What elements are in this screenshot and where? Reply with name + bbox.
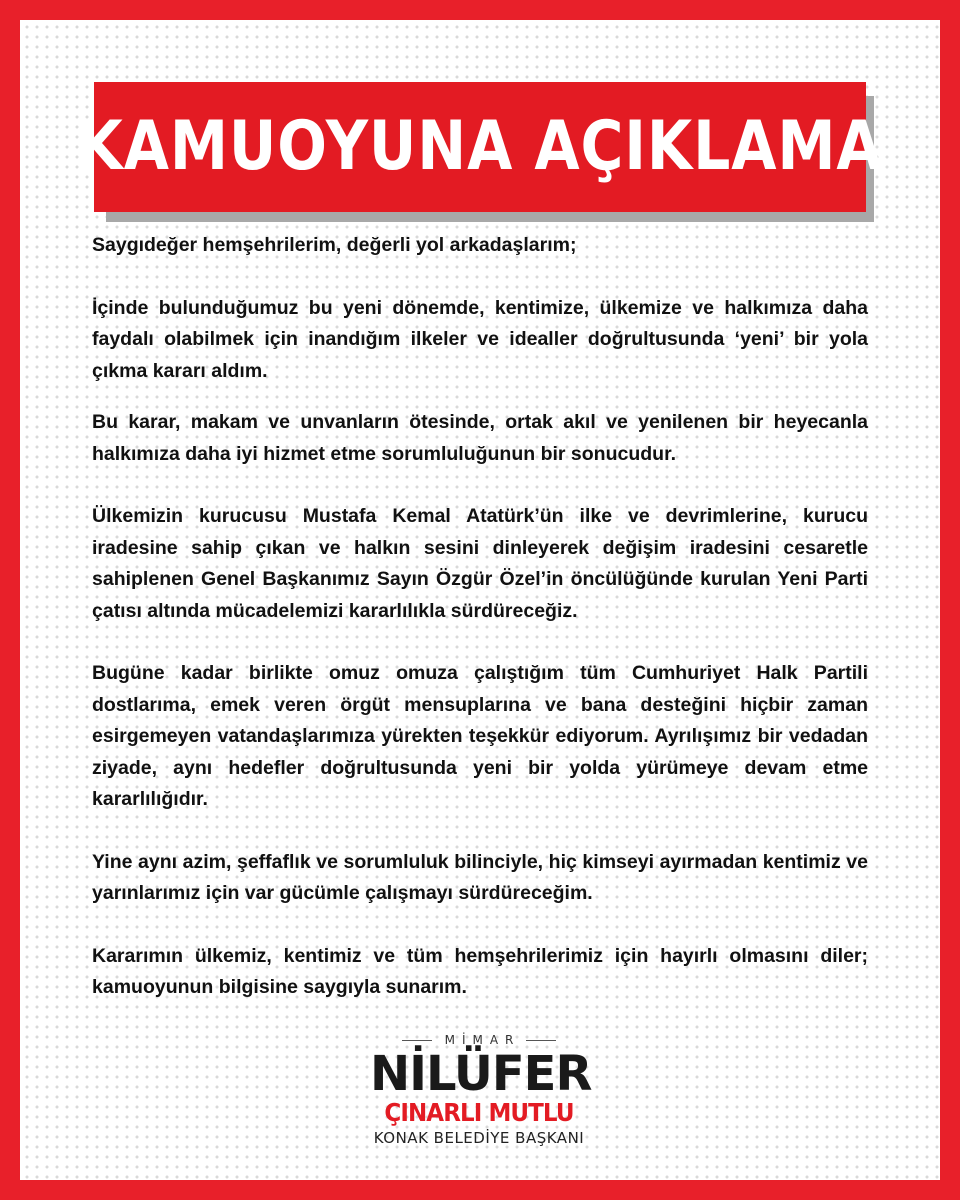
signature-name: NİLÜFER [370, 1046, 592, 1102]
paragraph-5: Yine aynı azim, şeffaflık ve sorumluluk bilinciyle, hiç kimseyi ayırmadan kentimiz ve yarınlarımız için var gücümle çalışmayı sürdüreceğim. [92, 850, 868, 904]
signature-logo [370, 1030, 592, 1148]
salutation: Saygıdeğer hemşehrilerim, değerli yol arkadaşlarım; [92, 234, 577, 256]
signature-prefix: MİMAR [444, 1033, 521, 1047]
divider-line-right [526, 1040, 556, 1041]
signature-title: KONAK BELEDİYE BAŞKANI [373, 1129, 585, 1147]
signature-surname: ÇINARLI MUTLU [384, 1098, 574, 1127]
title-banner [77, 82, 883, 212]
paragraph-4: Bugüne kadar birlikte omuz omuza çalıştığım tüm Cumhuriyet Halk Partili dostlarıma, emek veren örgüt mensuplarına ve bana desteğini hiçbir zaman esirgemeyen vatandaşlarımıza yürekten teşekkür ediyorum. Ayrılışımız bir vedadan ziyade, aynı hedefler doğrultusunda yeni bir yolda yürümeye devam etme kararlılığıdır. [92, 662, 868, 810]
paragraph-3: Ülkemizin kurucusu Mustafa Kemal Atatürk’ün ilke ve devrimlerine, kurucu iradesine sahip çıkan ve halkın sesini dinleyerek değişim iradesini cesaretle sahiplenen Genel Başkanımız Sayın Özgür Özel’in öncülüğünde kurulan Yeni Parti çatısı altında mücadelemizi kararlılıkla sürdüreceğiz. [92, 505, 868, 622]
paragraph-2: Bu karar, makam ve unvanların ötesinde, ortak akıl ve yenilenen bir heyecanla halkımıza daha iyi hizmet etme sorumluluğunun bir sonucudur. [92, 411, 868, 465]
page-title: KAMUOYUNA AÇIKLAMA [77, 107, 883, 186]
statement-body [92, 230, 868, 1004]
divider-line-left [402, 1040, 432, 1041]
paragraph-6: Kararımın ülkemiz, kentimiz ve tüm hemşehrilerimiz için hayırlı olmasını diler; kamuoyunun bilgisine saygıyla sunarım. [92, 944, 868, 998]
paragraph-1: İçinde bulunduğumuz bu yeni dönemde, kentimize, ülkemize ve halkımıza daha faydalı olabilmek için inandığım ilkeler ve idealler doğrultusunda ‘yeni’ bir yola çıkma kararı aldım. [92, 296, 868, 382]
